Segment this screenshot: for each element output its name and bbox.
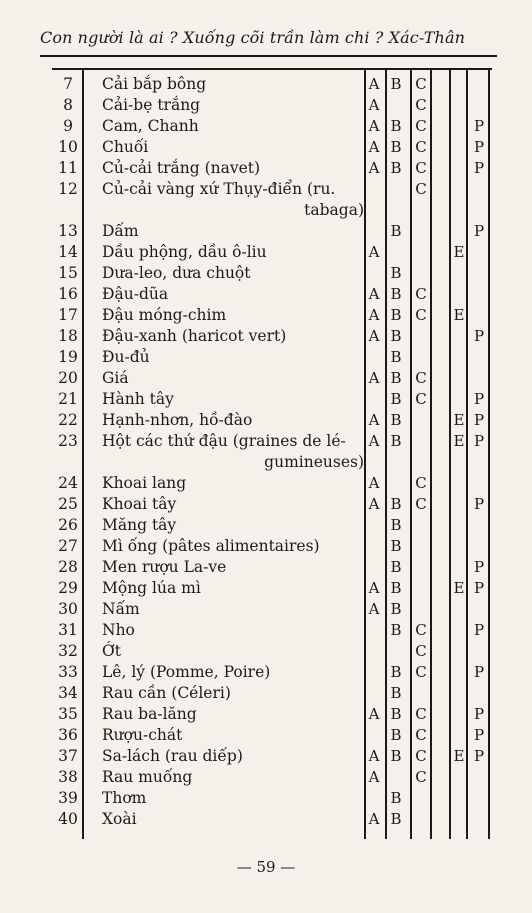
food-name: Xoài — [102, 810, 137, 828]
mark-a: A — [368, 411, 380, 429]
table-row — [40, 788, 500, 809]
mark-c: C — [415, 75, 427, 93]
mark-b: B — [390, 600, 402, 618]
mark-a: A — [368, 747, 380, 765]
mark-b: B — [390, 579, 402, 597]
row-number: 25 — [58, 495, 78, 513]
food-name: Đậu-dũa — [102, 285, 169, 303]
table-row — [40, 95, 500, 116]
food-name-continuation: tabaga) — [304, 201, 364, 219]
mark-a: A — [368, 243, 380, 261]
row-number: 30 — [58, 600, 78, 618]
mark-c: C — [415, 159, 427, 177]
mark-a: A — [368, 474, 380, 492]
table-row — [40, 473, 500, 494]
row-number: 18 — [58, 327, 78, 345]
row-number: 31 — [58, 621, 78, 639]
row-number: 39 — [58, 789, 78, 807]
mark-p: P — [473, 117, 485, 135]
mark-b: B — [390, 495, 402, 513]
mark-b: B — [390, 663, 402, 681]
mark-a: A — [368, 306, 380, 324]
mark-a: A — [368, 600, 380, 618]
row-number: 21 — [58, 390, 78, 408]
row-number: 19 — [58, 348, 78, 366]
table-row — [40, 179, 500, 221]
mark-p: P — [473, 621, 485, 639]
table-row — [40, 410, 500, 431]
mark-c: C — [415, 474, 427, 492]
food-name: Khoai lang — [102, 474, 187, 492]
food-name: Ớt — [102, 642, 121, 660]
food-name-continuation: gumineuses) — [264, 453, 364, 471]
table-row — [40, 368, 500, 389]
mark-b: B — [390, 390, 402, 408]
row-number: 15 — [58, 264, 78, 282]
mark-a: A — [368, 432, 380, 450]
mark-c: C — [415, 285, 427, 303]
row-number: 14 — [58, 243, 78, 261]
mark-c: C — [415, 390, 427, 408]
table-row — [40, 557, 500, 578]
mark-a: A — [368, 495, 380, 513]
food-name: Sa-lách (rau diếp) — [102, 747, 243, 765]
mark-c: C — [415, 768, 427, 786]
row-number: 16 — [58, 285, 78, 303]
food-name: Thơm — [102, 789, 147, 807]
table-row — [40, 158, 500, 179]
mark-c: C — [415, 138, 427, 156]
table-row — [40, 809, 500, 830]
table-row — [40, 347, 500, 368]
food-name: Củ-cải vàng xứ Thụy-điển (ru. — [102, 180, 336, 198]
mark-a: A — [368, 327, 380, 345]
row-number: 27 — [58, 537, 78, 555]
mark-a: A — [368, 579, 380, 597]
table-row — [40, 578, 500, 599]
table-row — [40, 725, 500, 746]
food-name: Giá — [102, 369, 129, 387]
food-name: Hành tây — [102, 390, 174, 408]
table-row — [40, 389, 500, 410]
mark-b: B — [390, 432, 402, 450]
mark-p: P — [473, 726, 485, 744]
mark-b: B — [390, 789, 402, 807]
food-name: Nấm — [102, 600, 140, 618]
mark-p: P — [473, 558, 485, 576]
row-number: 23 — [58, 432, 78, 450]
mark-b: B — [390, 705, 402, 723]
table-row — [40, 305, 500, 326]
mark-a: A — [368, 117, 380, 135]
mark-b: B — [390, 138, 402, 156]
food-name: Đậu-xanh (haricot vert) — [102, 327, 287, 345]
row-number: 20 — [58, 369, 78, 387]
running-header: Con người là ai ? Xuống cõi trần làm chi ? Xác-Thân — [40, 28, 465, 47]
row-number: 24 — [58, 474, 78, 492]
mark-a: A — [368, 159, 380, 177]
mark-c: C — [415, 663, 427, 681]
food-name: Lê, lý (Pomme, Poire) — [102, 663, 271, 681]
food-table — [40, 74, 500, 830]
mark-b: B — [390, 222, 402, 240]
row-number: 37 — [58, 747, 78, 765]
row-number: 26 — [58, 516, 78, 534]
mark-p: P — [473, 747, 485, 765]
food-name: Hạnh-nhơn, hồ-đào — [102, 411, 253, 429]
mark-b: B — [390, 264, 402, 282]
mark-c: C — [415, 621, 427, 639]
row-number: 13 — [58, 222, 78, 240]
row-number: 17 — [58, 306, 78, 324]
table-row — [40, 662, 500, 683]
table-row — [40, 767, 500, 788]
mark-a: A — [368, 96, 380, 114]
table-row — [40, 704, 500, 725]
mark-b: B — [390, 117, 402, 135]
mark-b: B — [390, 621, 402, 639]
table-row — [40, 74, 500, 95]
food-name: Men rượu La-ve — [102, 558, 227, 576]
mark-c: C — [415, 369, 427, 387]
mark-c: C — [415, 180, 427, 198]
food-name: Khoai tây — [102, 495, 177, 513]
table-row — [40, 641, 500, 662]
mark-b: B — [390, 726, 402, 744]
table-row — [40, 284, 500, 305]
row-number: 34 — [58, 684, 78, 702]
row-number: 10 — [58, 138, 78, 156]
row-number: 33 — [58, 663, 78, 681]
row-number: 7 — [63, 75, 73, 93]
mark-b: B — [390, 516, 402, 534]
table-row — [40, 242, 500, 263]
mark-b: B — [390, 348, 402, 366]
table-row — [40, 683, 500, 704]
mark-c: C — [415, 96, 427, 114]
row-number: 35 — [58, 705, 78, 723]
mark-b: B — [390, 369, 402, 387]
table-row — [40, 536, 500, 557]
mark-p: P — [473, 579, 485, 597]
mark-p: P — [473, 159, 485, 177]
mark-p: P — [473, 138, 485, 156]
mark-b: B — [390, 747, 402, 765]
mark-b: B — [390, 75, 402, 93]
food-name: Nho — [102, 621, 135, 639]
food-name: Rau ba-lăng — [102, 705, 197, 723]
mark-e: E — [453, 243, 465, 261]
mark-e: E — [453, 747, 465, 765]
table-row — [40, 515, 500, 536]
mark-c: C — [415, 117, 427, 135]
mark-b: B — [390, 810, 402, 828]
table-row — [40, 221, 500, 242]
food-name: Rau cần (Céleri) — [102, 684, 231, 702]
food-name: Dầu phộng, dầu ô-liu — [102, 243, 267, 261]
table-row — [40, 620, 500, 641]
table-row — [40, 326, 500, 347]
mark-c: C — [415, 306, 427, 324]
mark-c: C — [415, 705, 427, 723]
mark-p: P — [473, 222, 485, 240]
mark-b: B — [390, 411, 402, 429]
row-number: 38 — [58, 768, 78, 786]
table-top-rule — [52, 68, 492, 70]
mark-b: B — [390, 285, 402, 303]
mark-b: B — [390, 537, 402, 555]
mark-a: A — [368, 768, 380, 786]
table-row — [40, 746, 500, 767]
row-number: 29 — [58, 579, 78, 597]
mark-a: A — [368, 810, 380, 828]
row-number: 11 — [58, 159, 78, 177]
mark-p: P — [473, 390, 485, 408]
food-name: Đậu móng-chim — [102, 306, 227, 324]
food-name: Măng tây — [102, 516, 177, 534]
mark-b: B — [390, 159, 402, 177]
mark-b: B — [390, 306, 402, 324]
table-row — [40, 599, 500, 620]
row-number: 9 — [63, 117, 73, 135]
mark-c: C — [415, 726, 427, 744]
mark-p: P — [473, 327, 485, 345]
mark-a: A — [368, 369, 380, 387]
mark-p: P — [473, 495, 485, 513]
table-row — [40, 431, 500, 473]
food-name: Chuối — [102, 138, 149, 156]
food-name: Cam, Chanh — [102, 117, 199, 135]
food-name: Củ-cải trắng (navet) — [102, 159, 261, 177]
table-row — [40, 137, 500, 158]
mark-p: P — [473, 432, 485, 450]
table-row — [40, 494, 500, 515]
mark-e: E — [453, 432, 465, 450]
row-number: 40 — [58, 810, 78, 828]
food-name: Hột các thứ đậu (graines de lé- — [102, 432, 346, 450]
mark-p: P — [473, 705, 485, 723]
mark-c: C — [415, 642, 427, 660]
mark-a: A — [368, 138, 380, 156]
food-name: Cải-bẹ trắng — [102, 96, 201, 114]
mark-b: B — [390, 558, 402, 576]
food-name: Mì ống (pâtes alimentaires) — [102, 537, 320, 555]
mark-p: P — [473, 411, 485, 429]
row-number: 22 — [58, 411, 78, 429]
food-name: Rượu-chát — [102, 726, 183, 744]
mark-a: A — [368, 285, 380, 303]
mark-b: B — [390, 327, 402, 345]
row-number: 8 — [63, 96, 73, 114]
mark-e: E — [453, 306, 465, 324]
header-rule — [40, 55, 497, 57]
row-number: 36 — [58, 726, 78, 744]
mark-a: A — [368, 75, 380, 93]
mark-c: C — [415, 747, 427, 765]
table-row — [40, 263, 500, 284]
mark-e: E — [453, 411, 465, 429]
food-name: Cải bắp bông — [102, 75, 207, 93]
food-name: Rau muống — [102, 768, 193, 786]
food-name: Mộng lúa mì — [102, 579, 201, 597]
mark-b: B — [390, 684, 402, 702]
food-name: Dưa-leo, dưa chuột — [102, 264, 251, 282]
row-number: 12 — [58, 180, 78, 198]
mark-p: P — [473, 663, 485, 681]
mark-a: A — [368, 705, 380, 723]
mark-e: E — [453, 579, 465, 597]
food-name: Dấm — [102, 222, 139, 240]
table-row — [40, 116, 500, 137]
food-name: Đu-đủ — [102, 348, 150, 366]
row-number: 32 — [58, 642, 78, 660]
page-number: — 59 — — [236, 858, 296, 876]
row-number: 28 — [58, 558, 78, 576]
mark-c: C — [415, 495, 427, 513]
